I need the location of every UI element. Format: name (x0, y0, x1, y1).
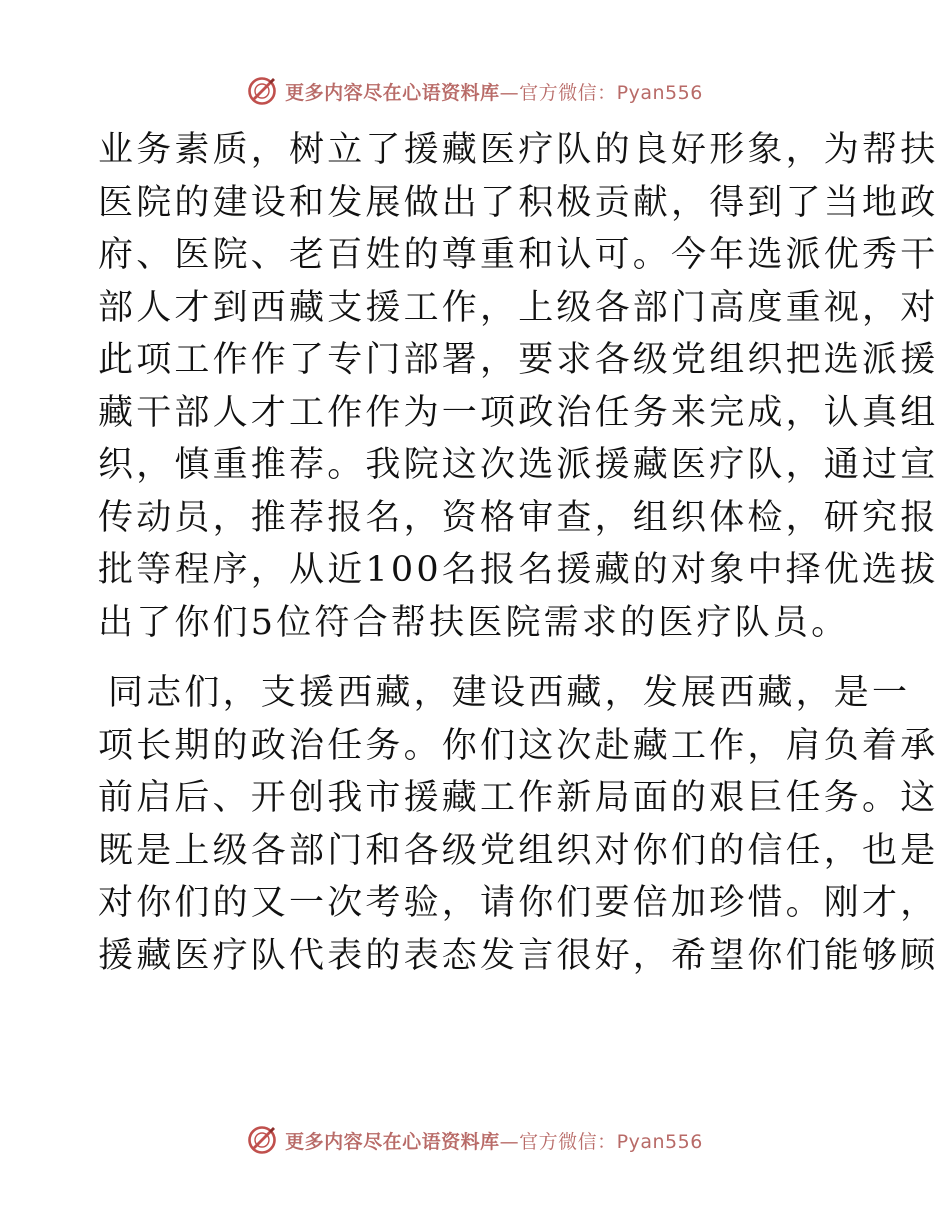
text-line: 医院的建设和发展做出了积极贡献，得到了当地政 (98, 182, 939, 223)
footer-banner-contact: 官方微信：Pyan556 (519, 1130, 703, 1153)
header-banner-contact: 官方微信：Pyan556 (519, 81, 703, 104)
text-line: 前启后、开创我市援藏工作新局面的艰巨任务。这 (98, 778, 939, 818)
footer-banner-text (285, 1127, 703, 1154)
text-line: 部人才到西藏支援工作，上级各部门高度重视，对 (98, 287, 939, 328)
text-line: 此项工作作了专门部署，要求各级党组织把选派援 (98, 340, 939, 380)
text-line: 批等程序，从近100名报名援藏的对象中择优选拔 (98, 550, 939, 590)
text-line: 项长期的政治任务。你们这次赴藏工作，肩负着承 (98, 725, 939, 766)
paragraph-1 (98, 124, 939, 649)
footer-banner-main: 更多内容尽在心语资料库 (285, 1130, 500, 1153)
text-line: 援藏医疗队代表的表态发言很好，希望你们能够顾 (98, 935, 939, 976)
text-line: 既是上级各部门和各级党组织对你们的信任，也是 (98, 830, 939, 871)
header-banner-text (285, 78, 703, 105)
text-line: 对你们的又一次考验，请你们要倍加珍惜。刚才， (98, 883, 939, 923)
text-line: 织，慎重推荐。我院这次选派援藏医疗队，通过宣 (98, 445, 939, 485)
header-banner-main: 更多内容尽在心语资料库 (285, 81, 500, 104)
document-body (98, 124, 939, 982)
paragraph-2 (98, 667, 939, 982)
logo-icon (247, 76, 277, 106)
header-banner (0, 71, 950, 111)
logo-icon (247, 1125, 277, 1155)
footer-banner (0, 1120, 950, 1160)
footer-banner-separator: — (499, 1130, 520, 1153)
text-line: 藏干部人才工作作为一项政治任务来完成，认真组 (98, 392, 939, 433)
text-line: 府、医院、老百姓的尊重和认可。今年选派优秀干 (98, 235, 939, 275)
text-line: 出了你们5位符合帮扶医院需求的医疗队员。 (98, 602, 850, 643)
text-line: 业务素质，树立了援藏医疗队的良好形象，为帮扶 (98, 130, 939, 170)
header-banner-separator: — (499, 81, 520, 104)
text-line: 传动员，推荐报名，资格审查，组织体检，研究报 (98, 497, 939, 538)
text-line: 同志们，支援西藏，建设西藏，发展西藏，是一 (108, 673, 911, 713)
